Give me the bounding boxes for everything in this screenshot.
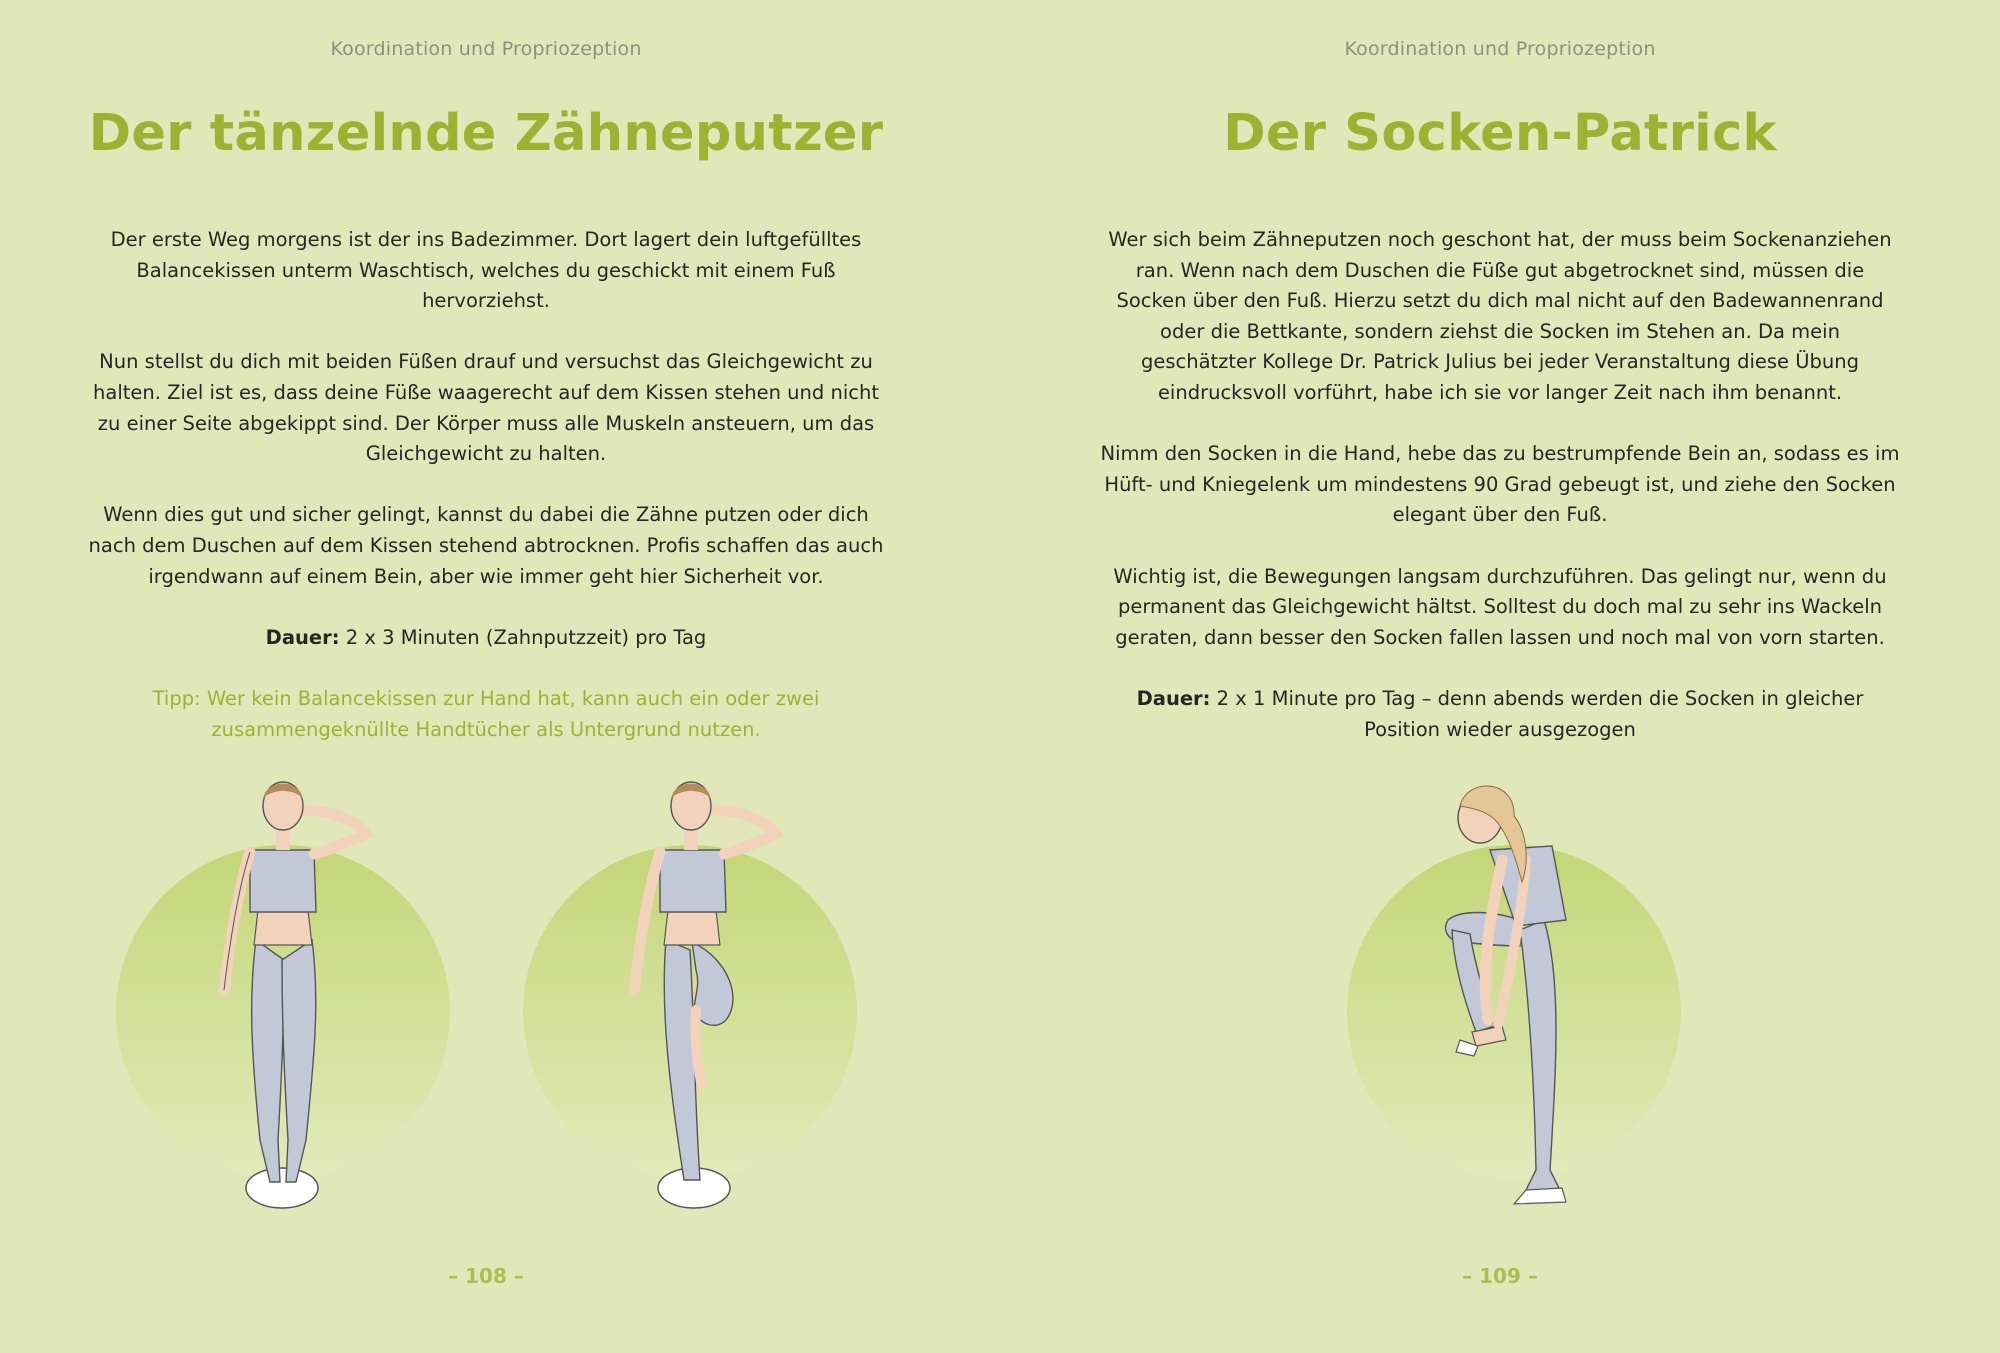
paragraph: Nimm den Socken in die Hand, hebe das zu bestrumpfende Bein an, sodass es im Hüft- und Kniegelenk um mindestens 90 Grad gebeugt ist, und ziehe den Socken elegant über den Fuß.: [1100, 442, 1900, 527]
paragraph: Wichtig ist, die Bewegungen langsam durchzuführen. Das gelingt nur, wenn du permanent das Gleichgewicht hältst. Solltest du doch mal zu sehr ins Wackeln geraten, dann besser den Socken fallen lassen und noch mal von vorn starten.: [1113, 564, 1887, 649]
paragraph: Wer sich beim Zähneputzen noch geschont hat, der muss beim Sockenanziehen ran. Wenn nach dem Duschen die Füße gut abgetrocknet sind, müssen die Socken über den Fuß. Hierzu setzt du dich mal nicht auf den Badewannenrand oder die Bettkante, sondern ziehst die Socken im Stehen an. Da mein geschätzter Kollege Dr. Patrick Julius bei jeder Veranstaltung diese Übung eindrucksvoll vorführt, habe ich sie vor langer Zeit nach ihm benannt.: [1108, 228, 1892, 404]
illustration-right: [1330, 770, 1710, 1220]
page-title-right: Der Socken-Patrick: [1223, 104, 1777, 163]
duration-label: Dauer:: [1136, 686, 1211, 710]
illustration-woman-putting-on-sock: [1347, 786, 1681, 1204]
duration-label: Dauer:: [265, 625, 340, 649]
paragraph: Der erste Weg morgens ist der ins Badezimmer. Dort lagert dein luftgefülltes Balancekissen unterm Waschtisch, welches du geschickt mit einem Fuß hervorziehst.: [110, 228, 862, 313]
page-number-right: – 109 –: [1462, 1264, 1538, 1288]
body-text-right: [1100, 225, 1900, 776]
duration-text: 2 x 3 Minuten (Zahnputzzeit) pro Tag: [339, 625, 707, 649]
illustration-woman-one-leg-on-cushion: [523, 782, 857, 1208]
illustration-row-left: [100, 770, 890, 1220]
body-text-left: [86, 225, 886, 776]
page-title-left: Der tänzelnde Zähneputzer: [88, 104, 884, 163]
paragraph: Nun stellst du dich mit beiden Füßen drauf und versuchst das Gleichgewicht zu halten. Ziel ist es, dass deine Füße waagerecht auf dem Kissen stehen und nicht zu einer Seite abgekippt sind. Der Körper muss alle Muskeln ansteuern, um das Gleichgewicht zu halten.: [93, 350, 879, 466]
illustration-woman-standing-on-cushion: [116, 782, 450, 1208]
duration-text: 2 x 1 Minute pro Tag – denn abends werden die Socken in gleicher Position wieder ausgezogen: [1210, 686, 1864, 741]
duration-line: [86, 623, 886, 654]
right-page: [1000, 0, 2000, 1353]
tip-text: Tipp: Wer kein Balancekissen zur Hand hat, kann auch ein oder zwei zusammengeknüllte Handtücher als Untergrund nutzen.: [152, 686, 820, 741]
running-head-right: Koordination und Propriozeption: [1344, 38, 1656, 60]
paragraph: Wenn dies gut und sicher gelingt, kannst du dabei die Zähne putzen oder dich nach dem Duschen auf dem Kissen stehend abtrocknen. Profis schaffen das auch irgendwann auf einem Bein, aber wie immer geht hier Sicherheit vor.: [88, 503, 884, 588]
page-number-left: – 108 –: [448, 1264, 524, 1288]
running-head-left: Koordination und Propriozeption: [330, 38, 642, 60]
duration-line: [1100, 684, 1900, 745]
